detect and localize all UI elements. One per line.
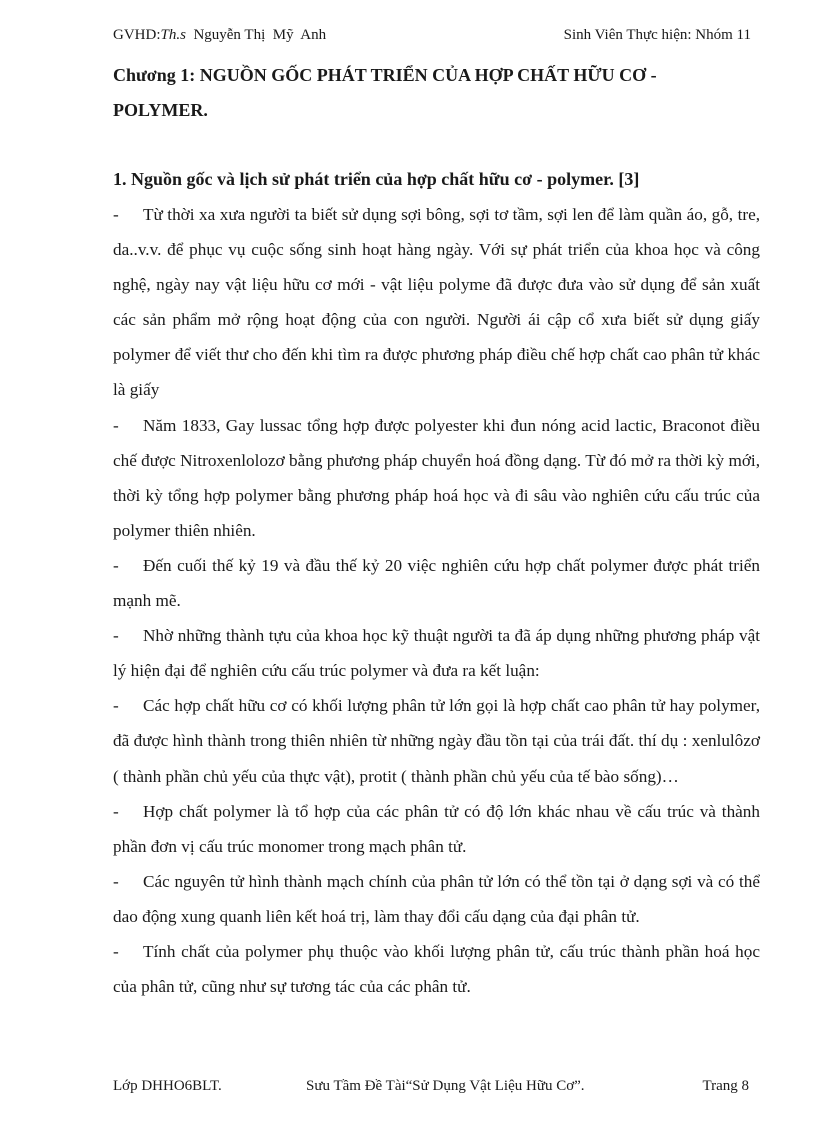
paragraph <box>113 934 760 1004</box>
bullet-dash: - <box>113 205 119 224</box>
header-instructor-name: Nguyễn Thị Mỹ Anh <box>185 27 327 43</box>
paragraph-text: Các nguyên tử hình thành mạch chính của phân tử lớn có thể tồn tại ở dạng sợi và có thể dao động xung quanh liên kết hoá trị, làm thay đổi cấu dạng của đại phân tử. <box>113 871 760 926</box>
page-footer <box>113 1073 749 1099</box>
bullet-dash: - <box>113 555 119 575</box>
bullet-dash: - <box>113 871 119 891</box>
paragraph-text: Nhờ những thành tựu của khoa học kỹ thuật người ta đã áp dụng những phương pháp vật lý hiện đại để nghiên cứu cấu trúc polymer và đưa ra kết luận: <box>113 626 760 681</box>
bullet-dash: - <box>113 941 119 961</box>
paragraph-text: Từ thời xa xưa người ta biết sử dụng sợi bông, sợi tơ tầm, sợi len để làm quần áo, gỗ, tre, da..v.v. để phục vụ cuộc sống sinh hoạt hàng ngày. Với sự phát triển của khoa học và công nghệ, ngày nay vật liệu hữu cơ mới - vật liệu polyme đã được đưa vào sử dụng để sản xuất các sản phẩm mở rộng hoạt động của con người. Người ái cập cổ xưa biết sử dụng giấy polymer để viết thư cho đến khi tìm ra được phương pháp điều chế hợp chất cao phân tử khác là giấy <box>113 205 760 400</box>
paragraph-text: Hợp chất polymer là tổ hợp của các phân tử có độ lớn khác nhau về cấu trúc và thành phần đơn vị cấu trúc monomer trong mạch phân tử. <box>113 801 760 856</box>
bullet-dash: - <box>113 696 119 716</box>
paragraph <box>113 197 760 408</box>
bullet-dash: - <box>113 626 119 646</box>
paragraph <box>113 408 760 548</box>
paragraph-text: Năm 1833, Gay lussac tổng hợp được polyester khi đun nóng acid lactic, Braconot điều chế được Nitroxenlolozơ bằng phương pháp chuyển hoá đồng dạng. Từ đó mở ra thời kỳ mới, thời kỳ tổng hợp polymer bằng phương pháp hoá học và đi sâu vào nghiên cứu cấu trúc của polymer thiên nhiên. <box>113 415 760 540</box>
section-title: 1. Nguồn gốc và lịch sử phát triển của hợp chất hữu cơ - polymer. [3] <box>113 169 640 189</box>
paragraph <box>113 618 760 688</box>
page-number: Trang 8 <box>702 1078 749 1094</box>
paragraph-text: Các hợp chất hữu cơ có khối lượng phân tử lớn gọi là hợp chất cao phân tử hay polymer, đã được hình thành trong thiên nhiên từ những ngày đầu tồn tại của trái đất. thí dụ : xenlulôzơ ( thành phần chủ yếu của thực vật), protit ( thành phần chủ yếu của tế bào sống)… <box>113 696 760 786</box>
paragraph <box>113 864 760 934</box>
page-header <box>113 22 751 48</box>
header-instructor <box>113 22 326 48</box>
header-instructor-prefix: GVHD: <box>113 27 161 43</box>
bullet-dash: - <box>113 801 119 821</box>
paragraph-text: Tính chất của polymer phụ thuộc vào khối lượng phân tử, cấu trúc thành phần hoá học của phân tử, cũng như sự tương tác của các phân tử. <box>113 941 760 997</box>
chapter-title: Chương 1: NGUỒN GỐC PHÁT TRIỂN CỦA HỢP CHẤT HỮU CƠ - POLYMER. <box>113 65 657 120</box>
header-instructor-title: Th.s <box>160 27 186 43</box>
footer-class: Lớp DHHO6BLT. <box>113 1078 222 1094</box>
paragraph <box>113 794 760 864</box>
paragraph <box>113 688 760 793</box>
header-students: Sinh Viên Thực hiện: Nhóm 11 <box>563 27 751 43</box>
footer-topic: Sưu Tầm Đề Tài“Sử Dụng Vật Liệu Hữu Cơ”. <box>306 1078 585 1094</box>
paragraph-text: Đến cuối thế kỷ 19 và đầu thế kỷ 20 việc nghiên cứu hợp chất polymer được phát triển mạnh mẽ. <box>113 555 760 611</box>
body-content <box>113 197 760 1004</box>
paragraph <box>113 548 760 618</box>
bullet-dash: - <box>113 415 119 435</box>
